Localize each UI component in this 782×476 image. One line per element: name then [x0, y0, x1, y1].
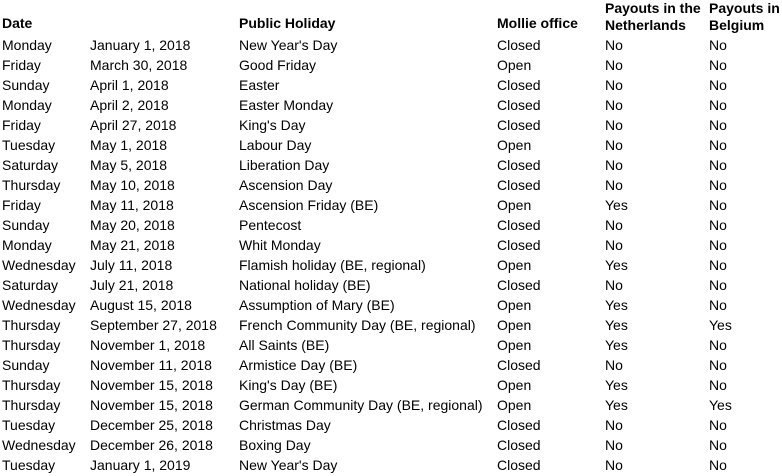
cell-office-status: Open [497, 317, 532, 333]
cell-payouts-be: No [709, 37, 727, 53]
cell-payouts-nl: No [605, 177, 623, 193]
cell-holiday: New Year's Day [239, 37, 338, 53]
table-row [0, 395, 782, 415]
cell-day: Tuesday [2, 137, 56, 153]
table-row [0, 155, 782, 175]
cell-holiday: Boxing Day [239, 437, 311, 453]
cell-payouts-be: No [709, 417, 727, 433]
cell-office-status: Open [497, 297, 532, 313]
cell-payouts-be: No [709, 157, 727, 173]
cell-date: May 21, 2018 [90, 237, 175, 253]
cell-holiday: German Community Day (BE, regional) [239, 397, 483, 413]
cell-holiday: Ascension Day [239, 177, 333, 193]
table-row [0, 435, 782, 455]
cell-payouts-nl: Yes [605, 257, 628, 273]
table-row [0, 95, 782, 115]
cell-date: May 11, 2018 [90, 197, 174, 213]
table-row [0, 335, 782, 355]
table-body [0, 35, 782, 475]
cell-day: Friday [2, 57, 41, 73]
cell-payouts-nl: Yes [605, 337, 628, 353]
cell-office-status: Closed [497, 277, 541, 293]
cell-holiday: All Saints (BE) [239, 337, 330, 353]
cell-day: Thursday [2, 337, 61, 353]
cell-office-status: Closed [497, 117, 541, 133]
cell-holiday: Easter [239, 77, 280, 93]
cell-payouts-nl: No [605, 417, 623, 433]
table-row [0, 235, 782, 255]
cell-holiday: Easter Monday [239, 97, 334, 113]
table-row [0, 55, 782, 75]
cell-payouts-nl: No [605, 117, 623, 133]
cell-holiday: Armistice Day (BE) [239, 357, 358, 373]
cell-payouts-be: No [709, 177, 727, 193]
table-row [0, 175, 782, 195]
cell-payouts-nl: Yes [605, 197, 628, 213]
cell-day: Sunday [2, 77, 50, 93]
cell-date: January 1, 2019 [90, 457, 191, 473]
cell-day: Monday [2, 37, 52, 53]
cell-day: Tuesday [2, 417, 56, 433]
cell-holiday: King's Day (BE) [239, 377, 338, 393]
cell-day: Thursday [2, 397, 61, 413]
cell-day: Wednesday [2, 437, 76, 453]
cell-holiday: Labour Day [239, 137, 312, 153]
cell-date: November 15, 2018 [90, 377, 213, 393]
cell-payouts-be: No [709, 457, 727, 473]
table-row [0, 375, 782, 395]
cell-office-status: Closed [497, 177, 541, 193]
cell-date: May 10, 2018 [90, 177, 175, 193]
table-row [0, 215, 782, 235]
cell-office-status: Closed [497, 457, 541, 473]
cell-office-status: Closed [497, 37, 541, 53]
table-row [0, 455, 782, 475]
cell-holiday: Assumption of Mary (BE) [239, 297, 395, 313]
cell-payouts-be: No [709, 117, 727, 133]
header-public-holiday: Public Holiday [239, 15, 336, 31]
header-payouts-belgium: Payouts in Belgium [709, 0, 780, 33]
cell-payouts-nl: No [605, 37, 623, 53]
cell-office-status: Closed [497, 77, 541, 93]
table-row [0, 75, 782, 95]
cell-payouts-nl: No [605, 457, 623, 473]
table-header [0, 0, 782, 36]
table-row [0, 255, 782, 275]
table-row [0, 275, 782, 295]
cell-payouts-be: Yes [709, 397, 732, 413]
cell-date: May 20, 2018 [90, 217, 175, 233]
cell-payouts-nl: No [605, 57, 623, 73]
cell-payouts-be: No [709, 437, 727, 453]
cell-payouts-be: No [709, 217, 727, 233]
cell-date: December 25, 2018 [90, 417, 213, 433]
cell-date: March 30, 2018 [90, 57, 188, 73]
cell-office-status: Closed [497, 237, 541, 253]
cell-day: Thursday [2, 317, 61, 333]
cell-day: Thursday [2, 377, 61, 393]
cell-payouts-nl: Yes [605, 297, 628, 313]
cell-holiday: Good Friday [239, 57, 317, 73]
cell-day: Wednesday [2, 257, 76, 273]
cell-date: December 26, 2018 [90, 437, 213, 453]
cell-date: November 11, 2018 [90, 357, 212, 373]
cell-office-status: Open [497, 137, 532, 153]
table-row [0, 295, 782, 315]
cell-office-status: Closed [497, 157, 541, 173]
cell-office-status: Closed [497, 97, 541, 113]
table-row [0, 415, 782, 435]
cell-holiday: New Year's Day [239, 457, 338, 473]
table-row [0, 135, 782, 155]
cell-office-status: Closed [497, 217, 541, 233]
cell-payouts-nl: Yes [605, 317, 628, 333]
cell-payouts-nl: Yes [605, 377, 628, 393]
cell-office-status: Open [497, 397, 532, 413]
cell-day: Monday [2, 97, 52, 113]
cell-date: May 5, 2018 [90, 157, 168, 173]
cell-date: August 15, 2018 [90, 297, 192, 313]
cell-office-status: Open [497, 377, 532, 393]
cell-payouts-be: No [709, 77, 727, 93]
cell-office-status: Open [497, 337, 532, 353]
cell-office-status: Closed [497, 437, 541, 453]
cell-payouts-nl: No [605, 277, 623, 293]
cell-payouts-be: No [709, 97, 727, 113]
cell-day: Tuesday [2, 457, 56, 473]
cell-office-status: Open [497, 197, 532, 213]
cell-payouts-be: No [709, 57, 727, 73]
cell-payouts-nl: Yes [605, 397, 628, 413]
cell-holiday: Flamish holiday (BE, regional) [239, 257, 426, 273]
header-payouts-netherlands: Payouts in the Netherlands [605, 0, 701, 33]
cell-day: Friday [2, 117, 41, 133]
table-row [0, 195, 782, 215]
cell-payouts-be: No [709, 297, 727, 313]
table-row [0, 35, 782, 55]
cell-day: Friday [2, 197, 41, 213]
cell-payouts-nl: No [605, 357, 623, 373]
cell-payouts-be: No [709, 257, 727, 273]
cell-payouts-nl: No [605, 77, 623, 93]
cell-day: Wednesday [2, 297, 76, 313]
header-mollie-office: Mollie office [497, 15, 578, 31]
table-row [0, 115, 782, 135]
cell-holiday: Pentecost [239, 217, 302, 233]
cell-holiday: National holiday (BE) [239, 277, 371, 293]
cell-holiday: Liberation Day [239, 157, 330, 173]
cell-office-status: Open [497, 257, 532, 273]
cell-date: September 27, 2018 [90, 317, 217, 333]
cell-payouts-be: No [709, 277, 727, 293]
cell-date: November 1, 2018 [90, 337, 206, 353]
cell-office-status: Closed [497, 357, 541, 373]
cell-payouts-nl: No [605, 97, 623, 113]
cell-date: January 1, 2018 [90, 37, 191, 53]
cell-day: Thursday [2, 177, 61, 193]
cell-payouts-be: No [709, 137, 727, 153]
cell-date: April 27, 2018 [90, 117, 177, 133]
cell-office-status: Open [497, 57, 532, 73]
cell-payouts-nl: No [605, 137, 623, 153]
cell-holiday: French Community Day (BE, regional) [239, 317, 476, 333]
table-row [0, 355, 782, 375]
cell-date: November 15, 2018 [90, 397, 213, 413]
cell-day: Sunday [2, 357, 50, 373]
cell-date: May 1, 2018 [90, 137, 168, 153]
cell-date: April 1, 2018 [90, 77, 169, 93]
cell-payouts-be: Yes [709, 317, 732, 333]
cell-payouts-nl: No [605, 437, 623, 453]
cell-payouts-nl: No [605, 237, 623, 253]
cell-payouts-be: No [709, 237, 727, 253]
cell-payouts-be: No [709, 197, 727, 213]
cell-payouts-nl: No [605, 157, 623, 173]
cell-day: Monday [2, 237, 52, 253]
cell-holiday: Ascension Friday (BE) [239, 197, 379, 213]
cell-day: Sunday [2, 217, 50, 233]
table-row [0, 315, 782, 335]
cell-payouts-be: No [709, 357, 727, 373]
header-date: Date [2, 15, 33, 31]
cell-payouts-nl: No [605, 217, 623, 233]
cell-holiday: Whit Monday [239, 237, 321, 253]
cell-day: Saturday [2, 157, 59, 173]
cell-date: July 11, 2018 [90, 257, 173, 273]
cell-office-status: Closed [497, 417, 541, 433]
cell-date: April 2, 2018 [90, 97, 169, 113]
cell-payouts-be: No [709, 337, 727, 353]
cell-holiday: Christmas Day [239, 417, 331, 433]
cell-date: July 21, 2018 [90, 277, 174, 293]
cell-payouts-be: No [709, 377, 727, 393]
cell-holiday: King's Day [239, 117, 306, 133]
cell-day: Saturday [2, 277, 59, 293]
